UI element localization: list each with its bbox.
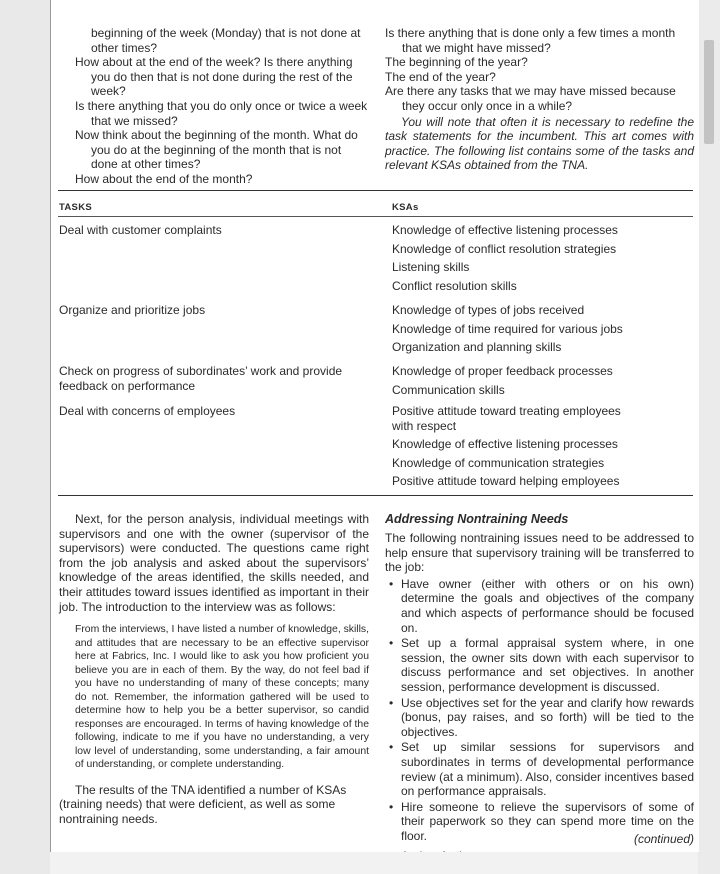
nontraining-bullet-list	[385, 577, 694, 844]
question-week-end: How about at the end of the week? Is there anything you do then that is not done during the rest of the week?	[75, 55, 353, 99]
bottom-right-column	[385, 512, 694, 864]
nontraining-intro: The following nontraining issues need to be addressed to help ensure that supervisory training will be transferred to the job:	[385, 531, 694, 575]
bullet-icon: •	[389, 799, 394, 814]
question-week-beginning: beginning of the week (Monday) that is not done at other times?	[91, 26, 361, 55]
ksa-item: Knowledge of conflict resolution strategies	[392, 241, 617, 256]
bullet-icon: •	[389, 576, 394, 591]
table-header-rule	[58, 216, 693, 217]
ksa-item: Knowledge of time required for various jobs	[392, 321, 623, 336]
question-year-end: The end of the year?	[385, 69, 496, 84]
table-row-ksas	[392, 303, 692, 359]
question-weekly-missed: Is there anything that you do only once or twice a week that we missed?	[75, 98, 368, 128]
continued-label: (continued)	[633, 832, 694, 846]
list-item	[385, 636, 694, 694]
ksa-item: Listening skills	[392, 260, 470, 275]
ksa-item: Knowledge of effective listening processes	[392, 223, 618, 237]
bullet-text: Use objectives set for the year and clarify how rewards (bonus, pay raises, and so forth) will be tied to the objectives.	[401, 695, 694, 739]
bullet-icon: •	[389, 636, 394, 651]
table-row-task: Check on progress of subordinates’ work and provide feedback on performance	[59, 364, 343, 393]
top-left-column	[75, 26, 371, 187]
table-row-ksas	[392, 223, 692, 297]
ksa-item: Knowledge of types of jobs received	[392, 303, 585, 317]
ksas-column-header: KSAs	[392, 202, 419, 213]
table-row-task: Deal with concerns of employees	[59, 404, 236, 418]
top-right-column	[385, 26, 694, 173]
list-item	[385, 740, 694, 798]
document-page	[50, 0, 699, 852]
bullet-icon: •	[389, 695, 394, 710]
bullet-text: Set up a formal appraisal system where, in one session, the owner sits down with each supervisor to discuss performance and set objectives. In another session, performance development is discussed.	[401, 636, 694, 694]
person-analysis-paragraph: Next, for the person analysis, individual meetings with supervisors and one with the owner (supervisor of the supervisors) were conducted. The questions came right from the job analysis and asked about the supervisors’ knowledge of the areas identified, the skills needed, and their attitudes toward issues identified as important in their job. The introduction to the interview was as follows:	[59, 512, 369, 614]
list-item	[385, 696, 694, 740]
bottom-left-column	[59, 512, 369, 826]
redefine-task-note: You will note that often it is necessary to redefine the task statements for the incumbent. This art comes with practice. The following list contains some of the tasks and relevant KSAs obtained from the TNA.	[385, 114, 694, 173]
tasks-column-header: TASKS	[59, 202, 92, 213]
section-heading: Addressing Nontraining Needs	[385, 512, 569, 526]
tna-results-paragraph: The results of the TNA identified a number of KSAs (training needs) that were deficient, as well as some nontraining needs.	[59, 782, 347, 826]
ksa-item: Positive attitude toward helping employees	[392, 474, 620, 489]
question-year-beginning: The beginning of the year?	[385, 55, 528, 70]
ksa-item: Positive attitude toward treating employees with respect	[392, 404, 621, 433]
interview-introduction-quote: From the interviews, I have listed a number of knowledge, skills, and attitudes that are necessary to be an effective supervisor here at Fabrics, Inc. I would like to ask you how proficient you believe you are in each of them. By the way, do not feel bad if you have no understanding of many of these concepts; many do not. Remember, the information gathered will be used to determine how to help you be a better supervisor, so candid responses are encouraged. In terms of having knowledge of the following, indicate to me if you have no understanding, a very low level of understanding, some understanding, a fair amount of understanding, or complete understanding.	[75, 624, 369, 771]
bullet-text: Hire someone to relieve the supervisors of some of their paperwork so they can spend more time on the floor.	[401, 799, 694, 843]
ksa-item: Knowledge of proper feedback processes	[392, 364, 613, 378]
question-occasional-tasks: Are there any tasks that we may have missed because they occur only once in a while?	[385, 84, 676, 113]
bullet-text: Have owner (either with others or on his own) determine the goals and objectives of the company and which aspects of performance should be focused on.	[401, 576, 694, 635]
question-few-times-month: Is there anything that is done only a few times a month that we might have missed?	[385, 26, 676, 55]
question-month-beginning: Now think about the beginning of the month. What do you do at the beginning of the month that is not done at other times?	[75, 128, 358, 172]
ksa-item: Organization and planning skills	[392, 340, 562, 355]
vertical-scrollbar[interactable]	[699, 0, 720, 874]
ksa-item: Knowledge of communication strategies	[392, 455, 605, 470]
list-item	[385, 577, 694, 635]
table-bottom-rule	[58, 495, 693, 496]
bullet-icon: •	[389, 740, 394, 755]
scrollbar-thumb[interactable]	[704, 40, 714, 144]
page-footer-gap	[50, 852, 698, 874]
table-row-ksas	[392, 404, 624, 493]
table-top-rule	[58, 190, 693, 191]
ksa-item: Knowledge of effective listening processes	[392, 437, 618, 452]
table-row-ksas	[392, 364, 692, 401]
table-row-task: Organize and prioritize jobs	[59, 303, 206, 317]
ksa-item: Conflict resolution skills	[392, 278, 517, 293]
table-row-task: Deal with customer complaints	[59, 223, 222, 237]
bullet-text: Set up similar sessions for supervisors and subordinates in terms of developmental performance review (at a minimum). Also, consider incentives based on performance appraisals.	[401, 740, 694, 799]
ksa-item: Communication skills	[392, 382, 505, 397]
question-month-end: How about the end of the month?	[75, 171, 253, 186]
